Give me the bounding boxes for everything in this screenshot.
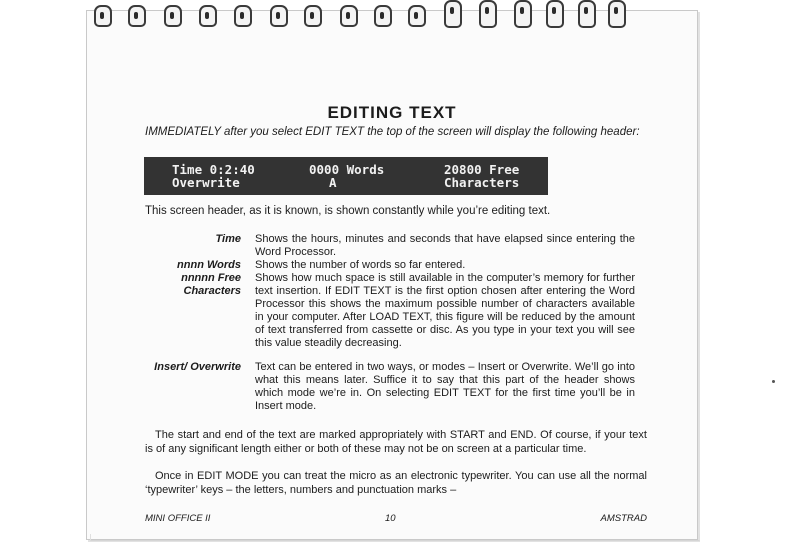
paragraph-start-end: The start and end of the text are marked appropriately with START and END. Of course, if your text is of any significant length either or both of these may not be on screen at a particular time. (145, 429, 647, 455)
binding-ring-icon (444, 0, 462, 28)
manual-page (86, 10, 698, 540)
definition-desc: Shows the hours, minutes and seconds that have elapsed since entering the Word Processor. (255, 233, 635, 258)
header-characters: Characters (444, 175, 520, 190)
definition-term: nnnnn Free Characters (181, 272, 241, 297)
binding-ring-icon (546, 0, 564, 28)
intro-text: IMMEDIATELY after you select EDIT TEXT the top of the screen will display the following header: (145, 126, 640, 138)
definition-desc: Text can be entered in two ways, or modes – Insert or Overwrite. We’ll go into what this means later. Suffice it to say that this part of the header shows which mode we’re in. On selecting EDIT TEXT for the first time you’ll be in Insert mode. (255, 361, 635, 412)
lead-text: This screen header, as it is known, is shown constantly while you’re editing text. (145, 205, 551, 217)
binding-ring-icon (608, 0, 626, 28)
binding-ring-icon (514, 0, 532, 28)
binding-ring-icon (199, 5, 217, 27)
binding-ring-icon (340, 5, 358, 27)
binding-ring-icon (270, 5, 288, 27)
binding-ring-icon (578, 0, 596, 28)
binding-ring-icon (304, 5, 322, 27)
header-free: 20800 Free (444, 162, 520, 177)
footer-page-number: 10 (385, 513, 396, 524)
screen-header-display (144, 157, 548, 195)
footer-title: MINI OFFICE II (145, 513, 211, 524)
binding-ring-icon (128, 5, 146, 27)
page-stack-edge (90, 534, 700, 541)
paragraph-edit-mode: Once in EDIT MODE you can treat the micro as an electronic typewriter. You can use all the normal ‘typewriter’ keys – the letters, numbers and punctuation marks – (145, 470, 647, 496)
speck (772, 380, 775, 383)
header-time: Time 0:2:40 (172, 162, 255, 177)
binding-ring-icon (479, 0, 497, 28)
definition-desc: Shows how much space is still available in the computer’s memory for further text insertion. If EDIT TEXT is the first option chosen after entering the Word Processor this shows the maximum possible number of characters available in your computer. After LOAD TEXT, this figure will be reduced by the amount of text transferred from cassette or disc. As you type in your text you will see this value steadily decreasing. (255, 272, 635, 349)
definition-term: Time (215, 233, 241, 245)
definition-term: Insert/ Overwrite (154, 361, 241, 373)
binding-ring-icon (234, 5, 252, 27)
binding-ring-icon (374, 5, 392, 27)
binding-ring-icon (94, 5, 112, 27)
page-title: EDITING TEXT (327, 103, 457, 122)
definition-term: nnnn Words (177, 259, 241, 271)
spiral-binding (86, 0, 696, 32)
binding-ring-icon (164, 5, 182, 27)
header-words: 0000 Words (309, 162, 385, 177)
footer-brand: AMSTRAD (600, 513, 647, 524)
definition-desc: Shows the number of words so far entered. (255, 259, 466, 271)
header-mode-letter: A (329, 175, 337, 190)
binding-ring-icon (408, 5, 426, 27)
header-mode: Overwrite (172, 175, 240, 190)
